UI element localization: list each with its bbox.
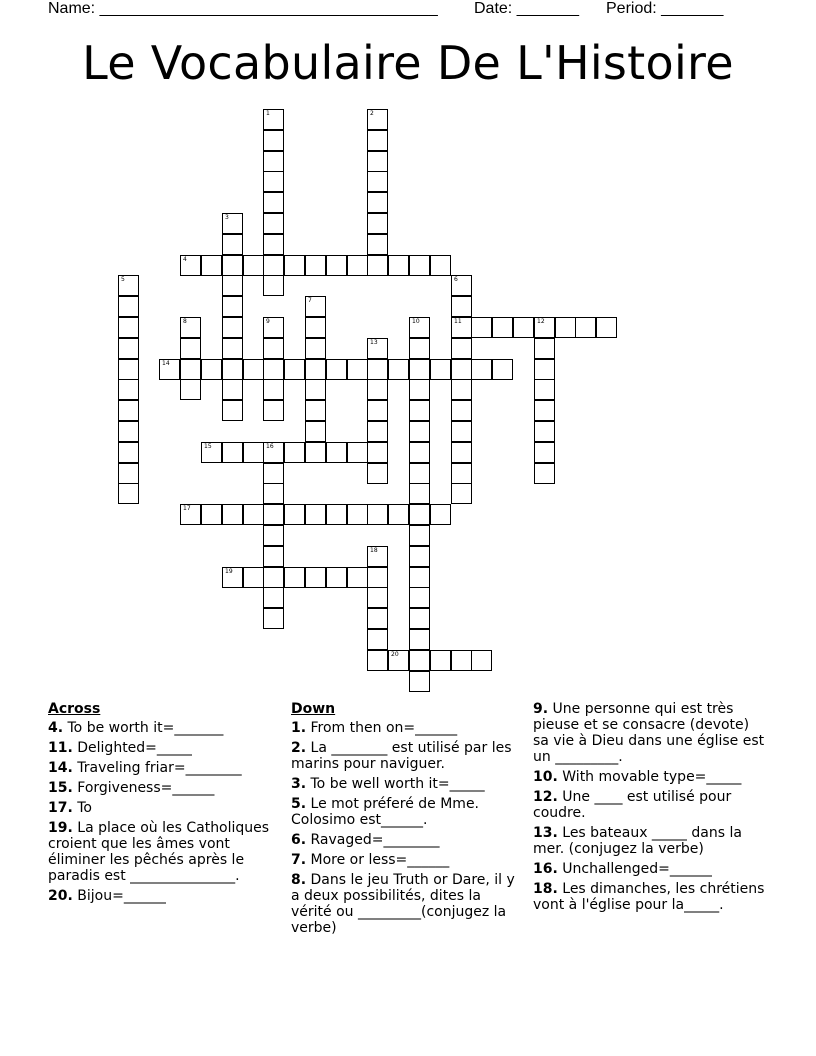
clue-number: 15 bbox=[204, 443, 212, 450]
down-clue bbox=[291, 832, 523, 848]
crossword-cell[interactable] bbox=[222, 379, 243, 400]
crossword-cell[interactable] bbox=[471, 359, 492, 380]
crossword-cell[interactable] bbox=[118, 379, 139, 400]
crossword-cell[interactable] bbox=[305, 567, 326, 588]
clue-text: Une ____ est utilisé pour coudre. bbox=[533, 789, 732, 821]
across-clue bbox=[48, 760, 276, 776]
crossword-cell[interactable] bbox=[409, 379, 430, 400]
crossword-cell[interactable] bbox=[263, 171, 284, 192]
clue-text: Delighted=_____ bbox=[72, 740, 192, 756]
crossword-cell[interactable] bbox=[367, 587, 388, 608]
crossword-cell[interactable] bbox=[222, 317, 243, 338]
crossword-cell[interactable] bbox=[367, 109, 388, 130]
crossword-cell[interactable] bbox=[118, 275, 139, 296]
crossword-cell[interactable] bbox=[367, 442, 388, 463]
clue-label: 11. bbox=[48, 740, 73, 756]
crossword-cell[interactable] bbox=[118, 296, 139, 317]
clue-text: La place où les Catholiques croient que les âmes vont éliminer les pêchés après le paradis est _______________. bbox=[48, 820, 270, 884]
clue-label: 3. bbox=[291, 776, 307, 792]
clue-text: To be worth it=_______ bbox=[63, 720, 224, 736]
crossword-cell[interactable] bbox=[367, 234, 388, 255]
crossword-cell[interactable] bbox=[222, 400, 243, 421]
crossword-cell[interactable] bbox=[409, 629, 430, 650]
crossword-cell[interactable] bbox=[263, 567, 284, 588]
down-clue bbox=[291, 720, 523, 736]
name-field[interactable]: Name: ______________________________________ bbox=[48, 0, 438, 17]
crossword-cell[interactable] bbox=[118, 421, 139, 442]
crossword-cell[interactable] bbox=[222, 338, 243, 359]
crossword-cell[interactable] bbox=[492, 317, 513, 338]
crossword-cell[interactable] bbox=[118, 483, 139, 504]
crossword-cell[interactable] bbox=[222, 255, 243, 276]
clue-label: 10. bbox=[533, 769, 558, 785]
crossword-cell[interactable] bbox=[263, 587, 284, 608]
crossword-cell[interactable] bbox=[263, 525, 284, 546]
crossword-cell[interactable] bbox=[263, 151, 284, 172]
crossword-cell[interactable] bbox=[305, 317, 326, 338]
clue-number: 7 bbox=[308, 297, 312, 304]
crossword-cell[interactable] bbox=[263, 442, 284, 463]
down-clue bbox=[533, 881, 765, 913]
crossword-cell[interactable] bbox=[451, 317, 472, 338]
crossword-cell[interactable] bbox=[430, 650, 451, 671]
clue-label: 17. bbox=[48, 800, 73, 816]
crossword-cell[interactable] bbox=[263, 463, 284, 484]
clue-text: Les dimanches, les chrétiens vont à l'église pour la_____. bbox=[533, 881, 765, 913]
crossword-cell[interactable] bbox=[347, 504, 368, 525]
crossword-cell[interactable] bbox=[118, 338, 139, 359]
across-clue bbox=[48, 780, 276, 796]
crossword-cell[interactable] bbox=[409, 442, 430, 463]
clue-number: 10 bbox=[412, 318, 420, 325]
down-clue bbox=[533, 701, 765, 765]
clue-label: 7. bbox=[291, 852, 307, 868]
crossword-cell[interactable] bbox=[284, 255, 305, 276]
crossword-cell[interactable] bbox=[222, 504, 243, 525]
crossword-cell[interactable] bbox=[409, 608, 430, 629]
clue-label: 19. bbox=[48, 820, 73, 836]
crossword-cell[interactable] bbox=[388, 650, 409, 671]
clue-label: 16. bbox=[533, 861, 558, 877]
crossword-cell[interactable] bbox=[534, 317, 555, 338]
clue-label: 13. bbox=[533, 825, 558, 841]
down-clue bbox=[291, 796, 523, 828]
crossword-cell[interactable] bbox=[367, 379, 388, 400]
clue-text: With movable type=_____ bbox=[557, 769, 742, 785]
clue-label: 6. bbox=[291, 832, 307, 848]
clue-number: 9 bbox=[266, 318, 270, 325]
crossword-cell[interactable] bbox=[534, 421, 555, 442]
crossword-cell[interactable] bbox=[367, 255, 388, 276]
crossword-cell[interactable] bbox=[284, 504, 305, 525]
crossword-cell[interactable] bbox=[263, 379, 284, 400]
crossword-cell[interactable] bbox=[347, 359, 368, 380]
crossword-cell[interactable] bbox=[243, 255, 264, 276]
crossword-cell[interactable] bbox=[367, 171, 388, 192]
crossword-cell[interactable] bbox=[451, 379, 472, 400]
clue-label: 14. bbox=[48, 760, 73, 776]
crossword-cell[interactable] bbox=[555, 317, 576, 338]
crossword-cell[interactable] bbox=[222, 442, 243, 463]
period-field[interactable]: Period: _______ bbox=[606, 0, 724, 17]
crossword-cell[interactable] bbox=[430, 359, 451, 380]
crossword-cell[interactable] bbox=[305, 338, 326, 359]
crossword-cell[interactable] bbox=[263, 504, 284, 525]
crossword-cell[interactable] bbox=[367, 151, 388, 172]
crossword-cell[interactable] bbox=[534, 463, 555, 484]
crossword-cell[interactable] bbox=[305, 379, 326, 400]
crossword-cell[interactable] bbox=[451, 338, 472, 359]
clue-text: Une personne qui est très pieuse et se consacre (devote) sa vie à Dieu dans une église est un _________. bbox=[533, 701, 765, 765]
crossword-cell[interactable] bbox=[118, 359, 139, 380]
crossword-cell[interactable] bbox=[326, 442, 347, 463]
crossword-cell[interactable] bbox=[201, 442, 222, 463]
crossword-cell[interactable] bbox=[263, 255, 284, 276]
crossword-cell[interactable] bbox=[367, 629, 388, 650]
down-clue bbox=[291, 852, 523, 868]
crossword-cell[interactable] bbox=[451, 275, 472, 296]
crossword-cell[interactable] bbox=[451, 296, 472, 317]
clue-number: 16 bbox=[266, 443, 274, 450]
crossword-cell[interactable] bbox=[409, 463, 430, 484]
crossword-cell[interactable] bbox=[471, 650, 492, 671]
clue-label: 9. bbox=[533, 701, 549, 717]
crossword-cell[interactable] bbox=[180, 504, 201, 525]
clue-text: More or less=______ bbox=[306, 852, 450, 868]
crossword-cell[interactable] bbox=[388, 504, 409, 525]
clue-label: 15. bbox=[48, 780, 73, 796]
page-title: Le Vocabulaire De L'Histoire bbox=[82, 36, 734, 90]
clue-text: To be well worth it=_____ bbox=[306, 776, 485, 792]
crossword-cell[interactable] bbox=[118, 400, 139, 421]
crossword-cell[interactable] bbox=[305, 400, 326, 421]
crossword-cell[interactable] bbox=[222, 234, 243, 255]
clue-label: 12. bbox=[533, 789, 558, 805]
crossword-cell[interactable] bbox=[513, 317, 534, 338]
crossword-cell[interactable] bbox=[367, 608, 388, 629]
down-clues bbox=[291, 701, 523, 940]
crossword-cell[interactable] bbox=[409, 650, 430, 671]
crossword-cell[interactable] bbox=[263, 546, 284, 567]
clue-number: 1 bbox=[266, 110, 270, 117]
clue-number: 3 bbox=[225, 214, 229, 221]
clue-number: 4 bbox=[183, 256, 187, 263]
crossword-cell[interactable] bbox=[305, 255, 326, 276]
crossword-cell[interactable] bbox=[305, 421, 326, 442]
crossword-cell[interactable] bbox=[201, 359, 222, 380]
crossword-cell[interactable] bbox=[180, 255, 201, 276]
crossword-cell[interactable] bbox=[388, 255, 409, 276]
crossword-cell[interactable] bbox=[451, 483, 472, 504]
crossword-cell[interactable] bbox=[243, 359, 264, 380]
down-heading: Down bbox=[291, 701, 336, 717]
crossword-cell[interactable] bbox=[305, 442, 326, 463]
crossword-cell[interactable] bbox=[118, 442, 139, 463]
crossword-cell[interactable] bbox=[409, 546, 430, 567]
crossword-cell[interactable] bbox=[409, 587, 430, 608]
crossword-cell[interactable] bbox=[409, 338, 430, 359]
crossword-cell[interactable] bbox=[326, 359, 347, 380]
crossword-cell[interactable] bbox=[159, 359, 180, 380]
clue-text: Les bateaux _____ dans la mer. (conjugez la verbe) bbox=[533, 825, 742, 857]
down-clue bbox=[533, 825, 765, 857]
crossword-cell[interactable] bbox=[263, 338, 284, 359]
across-clue bbox=[48, 720, 276, 736]
across-clue bbox=[48, 800, 276, 816]
down-clue bbox=[291, 740, 523, 772]
crossword-cell[interactable] bbox=[263, 192, 284, 213]
crossword-cell[interactable] bbox=[367, 359, 388, 380]
crossword-cell[interactable] bbox=[367, 338, 388, 359]
crossword-cell[interactable] bbox=[409, 400, 430, 421]
clue-text: La ________ est utilisé par les marins pour naviguer. bbox=[291, 740, 512, 772]
crossword-cell[interactable] bbox=[305, 296, 326, 317]
crossword-cell[interactable] bbox=[534, 442, 555, 463]
crossword-cell[interactable] bbox=[367, 421, 388, 442]
crossword-cell[interactable] bbox=[409, 255, 430, 276]
across-clue bbox=[48, 820, 276, 884]
crossword-cell[interactable] bbox=[118, 463, 139, 484]
crossword-cell[interactable] bbox=[284, 359, 305, 380]
crossword-cell[interactable] bbox=[367, 504, 388, 525]
clue-text: Dans le jeu Truth or Dare, il y a deux possibilités, dites la vérité ou _________(conjugez la verbe) bbox=[291, 872, 515, 936]
down-clue bbox=[533, 861, 765, 877]
clue-text: Bijou=______ bbox=[72, 888, 166, 904]
crossword-cell[interactable] bbox=[451, 359, 472, 380]
clue-label: 2. bbox=[291, 740, 307, 756]
crossword-cell[interactable] bbox=[222, 275, 243, 296]
crossword-cell[interactable] bbox=[180, 379, 201, 400]
crossword-cell[interactable] bbox=[367, 567, 388, 588]
crossword-cell[interactable] bbox=[388, 359, 409, 380]
crossword-cell[interactable] bbox=[451, 650, 472, 671]
crossword-cell[interactable] bbox=[409, 504, 430, 525]
crossword-cell[interactable] bbox=[326, 567, 347, 588]
crossword-cell[interactable] bbox=[222, 567, 243, 588]
crossword-cell[interactable] bbox=[534, 338, 555, 359]
crossword-cell[interactable] bbox=[409, 483, 430, 504]
crossword-cell[interactable] bbox=[263, 213, 284, 234]
crossword-cell[interactable] bbox=[534, 400, 555, 421]
crossword-cell[interactable] bbox=[201, 504, 222, 525]
across-clue bbox=[48, 888, 276, 904]
across-heading: Across bbox=[48, 701, 101, 717]
across-clue bbox=[48, 740, 276, 756]
crossword-cell[interactable] bbox=[409, 671, 430, 692]
crossword-cell[interactable] bbox=[347, 442, 368, 463]
crossword-cell[interactable] bbox=[534, 379, 555, 400]
clue-number: 20 bbox=[391, 651, 399, 658]
crossword-cell[interactable] bbox=[430, 255, 451, 276]
clue-number: 13 bbox=[370, 339, 378, 346]
crossword-cell[interactable] bbox=[263, 130, 284, 151]
clue-label: 18. bbox=[533, 881, 558, 897]
crossword-cell[interactable] bbox=[409, 317, 430, 338]
clue-number: 17 bbox=[183, 505, 191, 512]
crossword-cell[interactable] bbox=[284, 567, 305, 588]
crossword-cell[interactable] bbox=[471, 317, 492, 338]
crossword-cell[interactable] bbox=[367, 650, 388, 671]
crossword-cell[interactable] bbox=[409, 359, 430, 380]
crossword-cell[interactable] bbox=[118, 317, 139, 338]
crossword-cell[interactable] bbox=[263, 608, 284, 629]
crossword-cell[interactable] bbox=[347, 567, 368, 588]
crossword-cell[interactable] bbox=[222, 359, 243, 380]
crossword-cell[interactable] bbox=[451, 442, 472, 463]
clue-label: 5. bbox=[291, 796, 307, 812]
crossword-cell[interactable] bbox=[263, 234, 284, 255]
crossword-cell[interactable] bbox=[326, 255, 347, 276]
down-clue bbox=[533, 769, 765, 785]
crossword-cell[interactable] bbox=[222, 213, 243, 234]
crossword-cell[interactable] bbox=[451, 463, 472, 484]
across-clues bbox=[48, 701, 276, 908]
crossword-cell[interactable] bbox=[409, 567, 430, 588]
crossword-cell[interactable] bbox=[263, 317, 284, 338]
crossword-cell[interactable] bbox=[305, 359, 326, 380]
clue-number: 6 bbox=[454, 276, 458, 283]
crossword-cell[interactable] bbox=[284, 442, 305, 463]
clue-text: Forgiveness=______ bbox=[72, 780, 215, 796]
down-clue bbox=[533, 789, 765, 821]
down-clue bbox=[291, 776, 523, 792]
crossword-cell[interactable] bbox=[409, 525, 430, 546]
crossword-cell[interactable] bbox=[243, 504, 264, 525]
crossword-cell[interactable] bbox=[596, 317, 617, 338]
clue-number: 14 bbox=[162, 360, 170, 367]
crossword-cell[interactable] bbox=[367, 400, 388, 421]
clue-label: 8. bbox=[291, 872, 307, 888]
crossword-cell[interactable] bbox=[451, 400, 472, 421]
crossword-cell[interactable] bbox=[263, 483, 284, 504]
crossword-cell[interactable] bbox=[367, 463, 388, 484]
crossword-cell[interactable] bbox=[409, 421, 430, 442]
clue-number: 19 bbox=[225, 568, 233, 575]
crossword-cell[interactable] bbox=[243, 442, 264, 463]
clue-number: 2 bbox=[370, 110, 374, 117]
crossword-cell[interactable] bbox=[243, 567, 264, 588]
crossword-cell[interactable] bbox=[451, 421, 472, 442]
crossword-cell[interactable] bbox=[367, 546, 388, 567]
clue-number: 8 bbox=[183, 318, 187, 325]
crossword-cell[interactable] bbox=[180, 338, 201, 359]
clue-text: Traveling friar=________ bbox=[72, 760, 242, 776]
clue-text: Ravaged=________ bbox=[306, 832, 440, 848]
crossword-cell[interactable] bbox=[326, 504, 347, 525]
down-clue bbox=[291, 872, 523, 936]
crossword-cell[interactable] bbox=[367, 192, 388, 213]
clue-label: 20. bbox=[48, 888, 73, 904]
crossword-cell[interactable] bbox=[367, 213, 388, 234]
crossword-cell[interactable] bbox=[305, 504, 326, 525]
date-field[interactable]: Date: _______ bbox=[474, 0, 579, 17]
crossword-cell[interactable] bbox=[263, 359, 284, 380]
crossword-cell[interactable] bbox=[263, 109, 284, 130]
clue-number: 5 bbox=[121, 276, 125, 283]
clue-label: 4. bbox=[48, 720, 64, 736]
crossword-cell[interactable] bbox=[430, 504, 451, 525]
crossword-cell[interactable] bbox=[263, 275, 284, 296]
clue-label: 1. bbox=[291, 720, 307, 736]
clue-text: Unchallenged=______ bbox=[557, 861, 712, 877]
clue-text: From then on=______ bbox=[306, 720, 458, 736]
down-clues-continued bbox=[533, 701, 765, 917]
crossword-cell[interactable] bbox=[222, 296, 243, 317]
clue-number: 11 bbox=[454, 318, 462, 325]
crossword-cell[interactable] bbox=[575, 317, 596, 338]
crossword-cell[interactable] bbox=[347, 255, 368, 276]
crossword-cell[interactable] bbox=[367, 130, 388, 151]
clue-number: 12 bbox=[537, 318, 545, 325]
crossword-cell[interactable] bbox=[534, 359, 555, 380]
clue-text: Le mot préferé de Mme. Colosimo est______. bbox=[291, 796, 480, 828]
crossword-cell[interactable] bbox=[492, 359, 513, 380]
clue-text: To bbox=[72, 800, 93, 816]
crossword-cell[interactable] bbox=[201, 255, 222, 276]
clue-number: 18 bbox=[370, 547, 378, 554]
crossword-cell[interactable] bbox=[180, 317, 201, 338]
crossword-cell[interactable] bbox=[263, 400, 284, 421]
crossword-cell[interactable] bbox=[180, 359, 201, 380]
